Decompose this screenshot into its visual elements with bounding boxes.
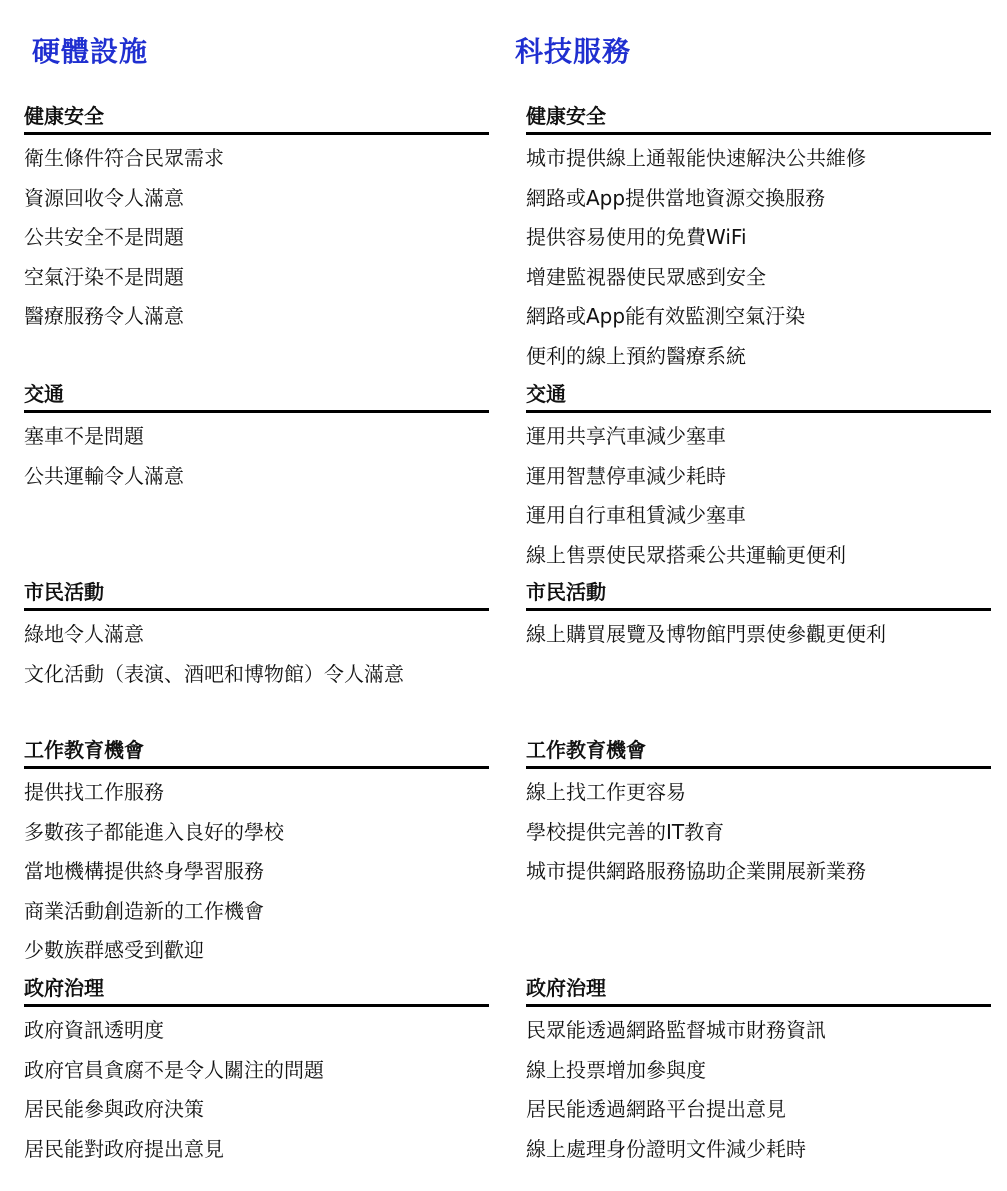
list-item: 城市提供網路服務協助企業開展新業務: [526, 859, 866, 884]
section-heading: 健康安全: [526, 100, 991, 135]
item-list: [24, 139, 489, 337]
right-section: [526, 734, 991, 892]
left-section: [24, 100, 489, 337]
list-item: 線上找工作更容易: [526, 780, 686, 804]
section-heading: 健康安全: [24, 100, 489, 135]
list-item: 增建監視器使民眾感到安全: [526, 264, 766, 289]
item-list: [24, 773, 489, 971]
list-item: 文化活動（表演、酒吧和博物館）令人滿意: [24, 661, 404, 686]
section-heading: 政府治理: [526, 972, 991, 1007]
list-item: 衛生條件符合民眾需求: [24, 146, 224, 170]
right-section: [526, 576, 991, 655]
list-item: 資源回收令人滿意: [24, 185, 184, 210]
list-item: 線上處理身份證明文件減少耗時: [526, 1136, 806, 1161]
list-item: 商業活動創造新的工作機會: [24, 898, 264, 923]
section-heading: 交通: [526, 378, 991, 413]
left-section: [24, 734, 489, 971]
list-item: 民眾能透過網路監督城市財務資訊: [526, 1018, 826, 1042]
list-item: 居民能參與政府決策: [24, 1097, 204, 1122]
list-item: 當地機構提供終身學習服務: [24, 859, 264, 884]
left-section: [24, 972, 489, 1169]
list-item: 城市提供線上通報能快速解決公共維修: [526, 146, 866, 170]
item-list: [24, 615, 489, 694]
section-heading: 工作教育機會: [24, 734, 489, 769]
list-item: 提供容易使用的免費WiFi: [526, 225, 747, 250]
list-item: 網路或App能有效監測空氣汙染: [526, 304, 806, 329]
list-item: 運用共享汽車減少塞車: [526, 424, 726, 448]
item-list: [526, 773, 991, 892]
item-list: [526, 417, 991, 575]
left-section: [24, 576, 489, 694]
list-item: 政府官員貪腐不是令人關注的問題: [24, 1057, 324, 1082]
item-list: [526, 615, 991, 655]
section-heading: 市民活動: [24, 576, 489, 611]
item-list: [526, 139, 991, 377]
list-item: 便利的線上預約醫療系統: [526, 343, 746, 368]
section-heading: 交通: [24, 378, 489, 413]
list-item: 提供找工作服務: [24, 780, 164, 804]
list-item: 線上投票增加參與度: [526, 1057, 706, 1082]
list-item: 公共運輸令人滿意: [24, 463, 184, 488]
right-section: [526, 100, 991, 377]
list-item: 運用智慧停車減少耗時: [526, 463, 726, 488]
section-heading: 政府治理: [24, 972, 489, 1007]
section-heading: 市民活動: [526, 576, 991, 611]
item-list: [24, 1011, 489, 1169]
item-list: [526, 1011, 991, 1169]
list-item: 運用自行車租賃減少塞車: [526, 503, 746, 528]
section-heading: 工作教育機會: [526, 734, 991, 769]
list-item: 空氣汙染不是問題: [24, 264, 184, 289]
right-section: [526, 972, 991, 1169]
column-title-hardware: 硬體設施: [32, 35, 149, 68]
list-item: 網路或App提供當地資源交換服務: [526, 185, 826, 210]
left-section: [24, 378, 489, 496]
list-item: 居民能透過網路平台提出意見: [526, 1097, 786, 1122]
list-item: 學校提供完善的IT教育: [526, 819, 725, 844]
list-item: 線上購買展覽及博物館門票使參觀更便利: [526, 622, 886, 646]
right-section: [526, 378, 991, 575]
column-title-tech: 科技服務: [515, 35, 632, 68]
list-item: 醫療服務令人滿意: [24, 304, 184, 329]
list-item: 綠地令人滿意: [24, 622, 144, 646]
list-item: 政府資訊透明度: [24, 1018, 164, 1042]
item-list: [24, 417, 489, 496]
list-item: 居民能對政府提出意見: [24, 1136, 224, 1161]
list-item: 多數孩子都能進入良好的學校: [24, 819, 284, 844]
list-item: 線上售票使民眾搭乘公共運輸更便利: [526, 542, 846, 567]
list-item: 塞車不是問題: [24, 424, 144, 448]
list-item: 公共安全不是問題: [24, 225, 184, 250]
list-item: 少數族群感受到歡迎: [24, 938, 204, 963]
